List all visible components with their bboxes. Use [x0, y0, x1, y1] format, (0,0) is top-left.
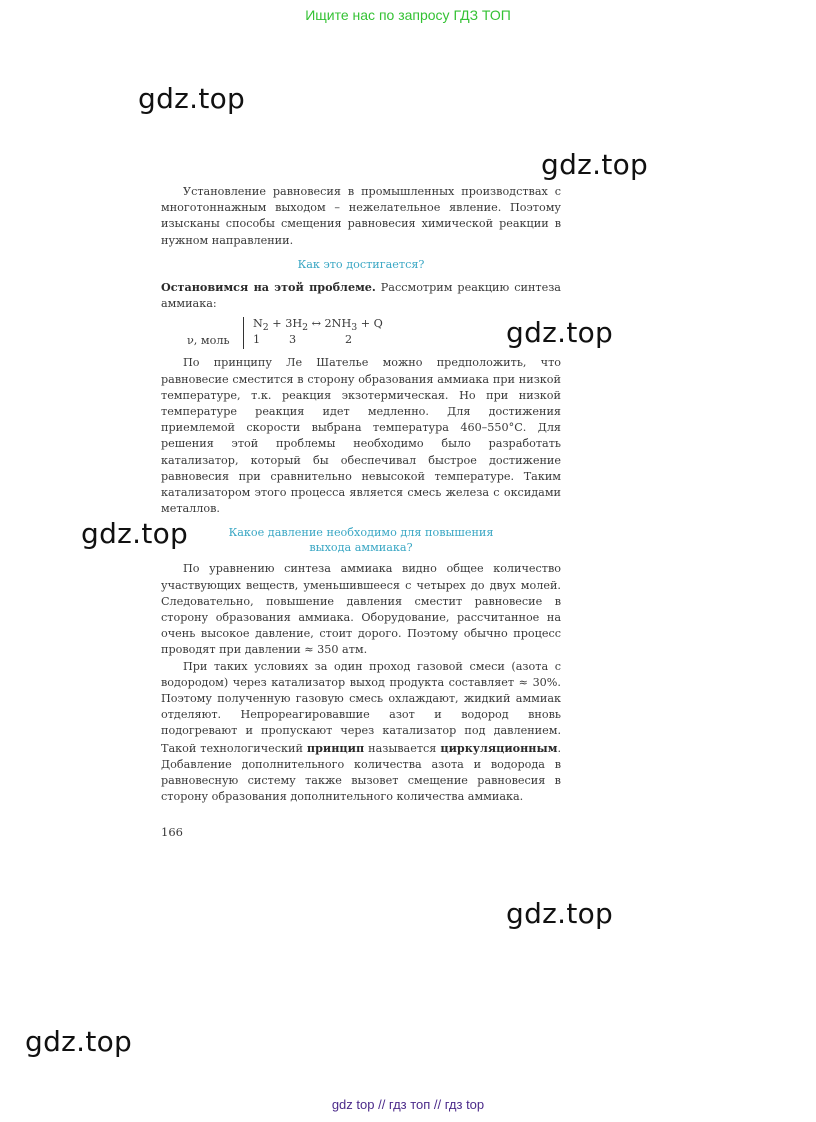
heading-line: выхода аммиака? [309, 541, 413, 555]
coefficient: 3 [289, 333, 297, 347]
equation-divider [243, 317, 244, 349]
textbook-page [161, 184, 561, 840]
formula-part: + Q [357, 317, 383, 331]
paragraph: Установление равновесия в промышленных производствах с многотоннажным выходом – нежелательное явление. Поэтому изысканы способы смещения равновесия химической реакции в нужном направлении. [161, 185, 561, 247]
formula-part: + 3H [268, 317, 303, 331]
watermark: gdz.top [506, 316, 614, 349]
formula-part: ↔ 2NH [308, 317, 352, 331]
moles-label: ν, моль [187, 334, 230, 348]
section-heading [161, 525, 561, 555]
text: Рассмотрим реакцию синтеза аммиака: [161, 281, 561, 311]
watermark: gdz.top [81, 517, 189, 550]
bold-text: принцип [306, 740, 365, 755]
page-number: 166 [161, 824, 183, 839]
paragraph [161, 659, 561, 806]
heading-line: Какое давление необходимо для повышения [228, 526, 494, 540]
subscript: 2 [302, 322, 309, 334]
paragraph [161, 279, 561, 312]
section-heading: Как это достигается? [297, 257, 425, 271]
top-banner[interactable]: Ищите нас по запросу ГДЗ ТОП [305, 7, 511, 23]
watermark: gdz.top [541, 148, 649, 181]
paragraph: По уравнению синтеза аммиака видно общее количество участвующих веществ, уменьшившееся с четырех до двух молей. Следовательно, повышение давления сместит равновесие в сторону образования аммиака. Оборудование, рассчитанное на очень высокое давление, стоит дорого. Поэтому обычно процесс проводят при давлении ≈ 350 атм. [161, 562, 561, 657]
subscript: 2 [262, 322, 269, 334]
watermark: gdz.top [25, 1025, 133, 1058]
subscript: 3 [351, 322, 358, 334]
watermark: gdz.top [138, 82, 246, 115]
reaction-equation [161, 315, 561, 351]
paragraph: По принципу Ле Шателье можно предположить, что равновесие сместится в сторону образования аммиака при низкой температуре, т.к. реакция экзотермическая. Но при низкой температуре реакция идет медленно. Для достижения приемлемой скорости выбрана температура 460–550°С. Для решения этой проблемы необходимо было разработать катализатор, который бы обеспечивал быстрое достижение равновесия при сравнительно невысокой температуре. Таким катализатором этого процесса является смесь железа с оксидами металлов. [161, 356, 561, 516]
formula-part: N [253, 317, 263, 331]
text: При таких условиях за один проход газовой смеси (азота с водородом) через катализатор выход продукта составляет ≈ 30%. Поэтому полученную газовую смесь охлаждают, жидкий аммиак отделяют. Непрореагировавшие азот и водород вновь подогревают и пропускают через катализатор под давлением. Такой технологический [161, 659, 561, 755]
coefficient: 2 [345, 333, 353, 347]
coefficient: 1 [253, 333, 261, 347]
bold-text: циркуляционным [440, 740, 558, 755]
text: называется [364, 741, 441, 755]
bold-text: Остановимся на этой проблеме. [161, 280, 376, 295]
watermark: gdz.top [506, 897, 614, 930]
coefficients [253, 332, 352, 348]
text: . Добавление дополнительного количества азота и водорода в равновесную систему также вызовет смещение равновесия в сторону образования дополнительного количества аммиака. [161, 741, 561, 804]
footer-links[interactable]: gdz top // гдз топ // гдз top [331, 1097, 485, 1112]
